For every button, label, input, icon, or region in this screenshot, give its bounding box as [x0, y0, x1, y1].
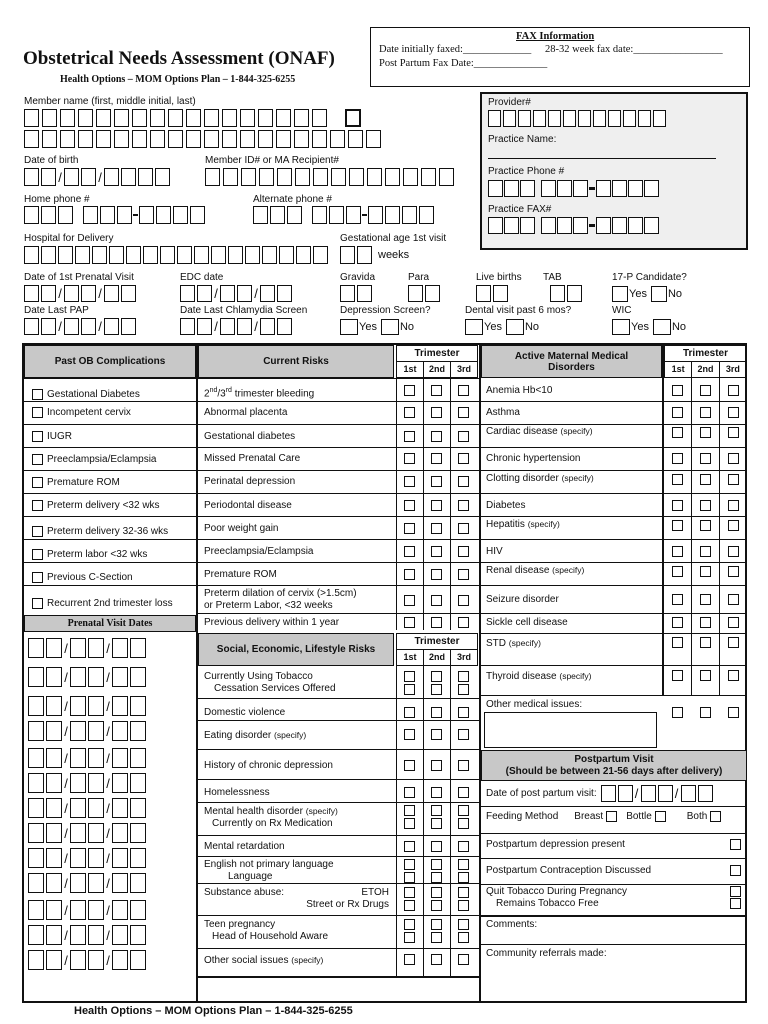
prenatal-date-rows[interactable]: / / / / / / / / / / / / / / / / / / / / / / / / / /: [28, 638, 146, 970]
t3-label: 3rd: [456, 652, 471, 662]
tab-boxes[interactable]: [550, 285, 582, 302]
last-chlamydia-boxes[interactable]: / /: [180, 318, 292, 335]
past-ob-3[interactable]: IUGR: [32, 431, 72, 443]
past-ob-header: Past OB Complications: [24, 345, 196, 378]
maternal-seizure: Seizure disorder: [486, 594, 559, 605]
maternal-hypertension: Chronic hypertension: [486, 453, 581, 464]
home-phone-boxes[interactable]: [24, 206, 205, 224]
home-phone-label: Home phone #: [24, 194, 90, 205]
edc-boxes[interactable]: / /: [180, 285, 292, 302]
member-id-label: Member ID# or MA Recipient#: [205, 155, 339, 166]
dental-yes: Yes: [484, 321, 502, 333]
wic-label: WIC: [612, 305, 632, 316]
social-eating-disorder: Eating disorder (specify): [204, 730, 307, 741]
17p-label: 17-P Candidate?: [612, 272, 687, 283]
risk-gest-diabetes: Gestational diabetes: [204, 431, 296, 442]
wic-yes: Yes: [631, 321, 649, 333]
t1-label: 1st: [665, 362, 692, 377]
tab-label: TAB: [543, 272, 562, 283]
first-visit-label: Date of 1st Prenatal Visit: [24, 272, 134, 283]
maternal-other: Other medical issues:: [486, 699, 583, 710]
risk-preeclampsia: Preeclampsia/Eclampsia: [204, 546, 314, 557]
17p-yes: Yes: [629, 288, 647, 300]
maternal-renal: Renal disease (specify): [486, 565, 585, 576]
edc-label: EDC date: [180, 272, 224, 283]
trimester-header-1: [396, 345, 478, 378]
last-pap-boxes[interactable]: / /: [24, 318, 136, 335]
maternal-asthma: Asthma: [486, 407, 520, 418]
dental-no: No: [524, 321, 540, 333]
past-ob-2[interactable]: Incompetent cervix: [32, 407, 131, 419]
footer: Health Options – MOM Options Plan – 1-844-325-6255: [74, 1005, 353, 1017]
member-name-label: Member name (first, middle initial, last): [24, 96, 196, 107]
depression-no: No: [399, 321, 415, 333]
last-chlamydia-label: Date Last Chlamydia Screen: [180, 305, 308, 316]
t2-label: 2nd: [692, 362, 719, 377]
t2-label: 2nd: [424, 362, 451, 377]
maternal-anemia: Anemia Hb<10: [486, 385, 553, 396]
maternal-sickle: Sickle cell disease: [486, 617, 568, 628]
practice-name-line[interactable]: [488, 158, 716, 159]
past-ob-9[interactable]: Previous C-Section: [32, 572, 133, 584]
fax-28-32-date[interactable]: 28-32 week fax date:_________________: [545, 44, 723, 55]
first-visit-boxes[interactable]: / /: [24, 285, 136, 302]
fax-postpartum-date[interactable]: Post Partum Fax Date:______________: [379, 58, 548, 69]
provider-num-label: Provider#: [488, 97, 531, 108]
trimester-label: Trimester: [665, 346, 746, 362]
social-mental-retardation: Mental retardation: [204, 841, 285, 852]
t1-label: 1st: [397, 362, 424, 377]
maternal-hiv: HIV: [486, 546, 503, 557]
social-homelessness: Homelessness: [204, 787, 270, 798]
gestational-age-boxes[interactable]: [340, 246, 409, 264]
live-births-label: Live births: [476, 272, 522, 283]
t3-label: 3rd: [456, 364, 471, 374]
social-notes-box[interactable]: [198, 976, 479, 1001]
depression-screen-options[interactable]: [340, 319, 414, 335]
provider-box: [480, 92, 748, 250]
17p-no: No: [667, 288, 683, 300]
postpartum-title: Postpartum Visit: [574, 753, 654, 765]
social-domestic-violence: Domestic violence: [204, 707, 286, 718]
practice-phone-boxes[interactable]: [488, 180, 659, 197]
risk-bleeding: 2nd/3rd trimester bleeding: [204, 387, 315, 400]
trimester-header-3: [396, 633, 478, 666]
social-other: Other social issues (specify): [204, 955, 324, 966]
member-name-boxes-1[interactable]: [24, 109, 361, 127]
referrals-label: Community referrals made:: [486, 948, 607, 959]
weeks-label: weeks: [378, 249, 410, 261]
practice-phone-label: Practice Phone #: [488, 166, 565, 177]
postpartum-header: [481, 750, 747, 781]
17p-options[interactable]: [612, 286, 682, 302]
practice-fax-boxes[interactable]: [488, 217, 659, 234]
para-label: Para: [408, 272, 430, 283]
social-chronic-depression: History of chronic depression: [204, 760, 333, 771]
social-header: Social, Economic, Lifestyle Risks: [198, 633, 394, 666]
social-substance: Substance abuse: ETOH Street or Rx Drugs: [204, 887, 389, 910]
gravida-label: Gravida: [340, 272, 376, 283]
t3-label: 3rd: [725, 364, 740, 374]
depression-screen-label: Depression Screen?: [340, 305, 431, 316]
fax-information-box: [370, 27, 750, 87]
current-risks-header: Current Risks: [198, 345, 394, 378]
hospital-boxes[interactable]: [24, 246, 330, 264]
social-teen-pregnancy: Teen pregnancy Head of Household Aware: [204, 919, 329, 942]
past-ob-1[interactable]: Gestational Diabetes: [32, 389, 140, 401]
hospital-label: Hospital for Delivery: [24, 233, 114, 244]
fax-heading: FAX Information: [516, 31, 595, 42]
trimester-header-2: [664, 345, 747, 378]
social-tobacco: Currently Using Tobacco Cessation Services Offered: [204, 671, 336, 694]
risk-periodontal: Periodontal disease: [204, 500, 292, 511]
social-english: English not primary language Language: [204, 859, 334, 882]
postpartum-depression[interactable]: Postpartum depression present: [486, 839, 741, 850]
past-ob-6[interactable]: Preterm delivery <32 wks: [32, 500, 160, 512]
past-ob-8[interactable]: Preterm labor <32 wks: [32, 549, 147, 561]
maternal-diabetes: Diabetes: [486, 500, 526, 511]
prenatal-dates-header: Prenatal Visit Dates: [24, 615, 196, 632]
fax-initial-date[interactable]: Date initially faxed:_____________: [379, 44, 532, 55]
trimester-label: Trimester: [397, 346, 477, 362]
last-pap-label: Date Last PAP: [24, 305, 89, 316]
maternal-other-input[interactable]: [484, 712, 657, 748]
depression-yes: Yes: [359, 321, 377, 333]
provider-num-boxes[interactable]: [488, 110, 668, 127]
risk-abnormal-placenta: Abnormal placenta: [204, 407, 288, 418]
risk-poor-weight: Poor weight gain: [204, 523, 279, 534]
active-maternal-header: Active Maternal Medical Disorders: [481, 345, 662, 378]
wic-no: No: [671, 321, 687, 333]
gestational-age-label: Gestational age 1st visit: [340, 233, 447, 244]
alt-phone-label: Alternate phone #: [253, 194, 332, 205]
para-boxes[interactable]: [408, 285, 440, 302]
gravida-boxes[interactable]: [340, 285, 372, 302]
past-ob-7[interactable]: Preterm delivery 32-36 wks: [32, 526, 168, 538]
trimester-label: Trimester: [397, 634, 477, 650]
maternal-hepatitis: Hepatitis (specify): [486, 519, 560, 530]
past-ob-10[interactable]: Recurrent 2nd trimester loss: [32, 598, 173, 610]
risk-preterm-dilation: Preterm dilation of cervix (>1.5cm) or Preterm Labor, <32 weeks: [204, 588, 357, 611]
maternal-cardiac: Cardiac disease (specify): [486, 426, 593, 437]
social-mental-health: Mental health disorder (specify) Currently on Rx Medication: [204, 806, 338, 829]
postpartum-date[interactable]: Date of post partum visit: / /: [486, 785, 713, 802]
dob-boxes[interactable]: / /: [24, 168, 170, 186]
risk-premature-rom: Premature ROM: [204, 569, 277, 580]
assessment-table: [22, 343, 747, 1003]
risk-missed-care: Missed Prenatal Care: [204, 453, 301, 464]
maternal-thyroid: Thyroid disease (specify): [486, 671, 592, 682]
practice-name-label: Practice Name:: [488, 134, 557, 145]
page-title: Obstetrical Needs Assessment (ONAF): [23, 48, 335, 69]
dental-options[interactable]: [465, 319, 539, 335]
dental-label: Dental visit past 6 mos?: [465, 305, 572, 316]
postpartum-subtitle: (Should be between 21-56 days after delivery): [505, 765, 723, 777]
comments-label: Comments:: [486, 919, 538, 930]
dob-label: Date of birth: [24, 155, 79, 166]
risk-previous-delivery: Previous delivery within 1 year: [204, 617, 340, 628]
past-ob-4[interactable]: Preeclampsia/Eclampsia: [32, 454, 157, 466]
alt-phone-boxes[interactable]: [253, 206, 434, 224]
member-id-boxes[interactable]: [205, 168, 457, 186]
past-ob-5[interactable]: Premature ROM: [32, 477, 120, 489]
comments-input[interactable]: [481, 931, 747, 943]
maternal-clotting: Clotting disorder (specify): [486, 473, 594, 484]
wic-options[interactable]: [612, 319, 686, 335]
live-births-boxes[interactable]: [476, 285, 508, 302]
quit-tobacco[interactable]: Quit Tobacco During Pregnancy Remains Tobacco Free: [486, 886, 741, 910]
page-subtitle: Health Options – MOM Options Plan – 1-844-325-6255: [60, 74, 296, 85]
practice-fax-label: Practice FAX#: [488, 204, 552, 215]
risk-perinatal-depression: Perinatal depression: [204, 476, 296, 487]
member-name-boxes-2[interactable]: [24, 130, 384, 148]
postpartum-contraception[interactable]: Postpartum Contraception Discussed: [486, 865, 741, 876]
maternal-std: STD (specify): [486, 638, 541, 649]
t2-label: 2nd: [424, 650, 451, 665]
feeding-method[interactable]: Feeding Method Breast Bottle Both: [486, 811, 721, 822]
t1-label: 1st: [397, 650, 424, 665]
